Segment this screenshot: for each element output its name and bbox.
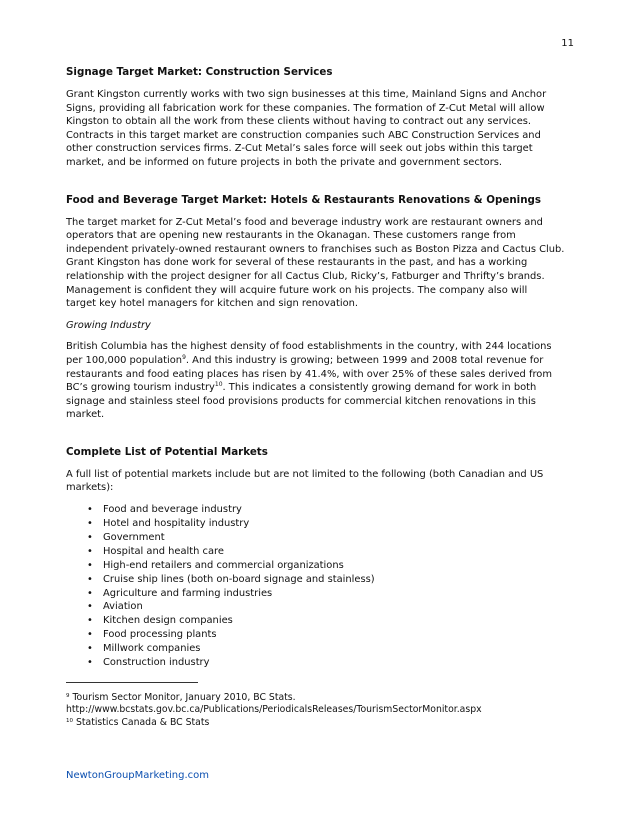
footer-website-link[interactable]: NewtonGroupMarketing.com [66, 770, 210, 781]
markets-intro [66, 468, 576, 495]
bullet: • [87, 559, 93, 571]
markets-list [66, 503, 576, 670]
list-item: • High-end retailers and commercial organizations [87, 559, 344, 571]
signage-heading: Signage Target Market: Construction Services [66, 66, 333, 78]
text-line: The target market for Z-Cut Metal’s food and beverage industry work are restaurant owners and [66, 216, 543, 228]
list-item: • Aviation [87, 601, 143, 613]
text-line: per 100,000 population$^9$. And this industry is growing; between 1999 and 2008 total revenue for [66, 353, 544, 366]
footnote-ref-9[interactable]: 9 [182, 353, 186, 361]
markets-heading: Complete List of Potential Markets [66, 445, 268, 458]
list-item: • Construction industry [87, 657, 210, 669]
list-item: • Food and beverage industry [87, 504, 242, 516]
text-line: Grant Kingston has done work for several of these restaurants in the past, and has a working [66, 257, 528, 269]
footnote-ref-10[interactable]: 10 [214, 381, 223, 389]
text-line: relationship with the project designer for all Cactus Club, Ricky’s, Fatburger and Thrifty’s brands. [66, 270, 545, 282]
text-line: Kingston to obtain all the work from these clients without having to contract out any services. [66, 116, 532, 128]
list-item: • Hotel and hospitality industry [87, 517, 250, 529]
list-item: • Food processing plants [87, 629, 217, 641]
growing-industry-paragraph [66, 340, 576, 422]
page-number: 11 [561, 38, 574, 49]
text-line: A full list of potential markets include but are not limited to the following (both Canadian and US [66, 468, 544, 480]
bullet: • [87, 517, 93, 529]
text-line: market. [66, 409, 105, 421]
bullet: • [87, 545, 93, 557]
bullet: • [87, 573, 93, 585]
text-line: signage and stainless steel food provisions products for commercial kitchen renovations in this [66, 395, 536, 407]
bullet: • [87, 601, 93, 613]
text-line: restaurants and food eating places has risen by 41.4%, with over 25% of these sales derived from [66, 368, 552, 380]
text-line: Contracts in this target market are construction companies such ABC Construction Services and [66, 129, 541, 141]
list-item: • Kitchen design companies [87, 615, 233, 627]
text-line: markets): [66, 482, 114, 494]
footnote-divider [66, 682, 198, 683]
text-line: Grant Kingston currently works with two sign businesses at this time, Mainland Signs and Anchor [66, 89, 547, 100]
text-line: British Columbia has the highest density of food establishments in the country, with 244 locations [66, 341, 552, 353]
text-line: operators that are opening new restaurants in the Okanagan. These customers range from [66, 230, 516, 242]
growing-industry-subheading: Growing Industry [66, 319, 151, 331]
bullet: • [87, 615, 93, 627]
footnote-9: $^9$ Tourism Sector Monitor, January 2010, BC Stats. [66, 691, 296, 703]
list-item: • Agriculture and farming industries [87, 587, 273, 599]
text-line: BC’s growing tourism industry$^{10}$. This indicates a consistently growing demand for work in both [66, 381, 537, 394]
page-content [66, 66, 576, 729]
text-line: target key hotel managers for kitchen and sign renovation. [66, 298, 359, 310]
food-heading: Food and Beverage Target Market: Hotels & Restaurants Renovations & Openings [66, 193, 542, 206]
bullet: • [87, 643, 93, 655]
list-item: • Government [87, 531, 165, 543]
footnote-10: $^{10}$ Statistics Canada & BC Stats [66, 716, 210, 728]
footnote-9-url[interactable]: http://www.bcstats.gov.bc.ca/Publications/PeriodicalsReleases/TourismSectorMonitor.aspx [66, 704, 482, 716]
text-line: other construction services firms. Z-Cut Metal’s sales force will seek out jobs within this target [66, 143, 533, 155]
bullet: • [87, 657, 93, 669]
text-line: market, and be informed on future projects in both the private and government sectors. [66, 156, 503, 168]
food-paragraph [66, 216, 576, 311]
list-item: • Millwork companies [87, 643, 201, 655]
bullet: • [87, 629, 93, 641]
text-line: independent privately-owned restaurant owners to franchises such as Boston Pizza and Cactus Club. [66, 243, 565, 255]
bullet: • [87, 504, 93, 516]
text-line: Management is confident they will acquire future work on his projects. The company also will [66, 284, 528, 296]
text-line: Signs, providing all fabrication work for these companies. The formation of Z-Cut Metal will allow [66, 102, 545, 114]
footnotes [66, 692, 576, 729]
signage-paragraph [66, 88, 576, 170]
bullet: • [87, 587, 93, 599]
bullet: • [87, 531, 93, 543]
list-item: • Hospital and health care [87, 545, 224, 557]
list-item: • Cruise ship lines (both on-board signage and stainless) [87, 573, 375, 585]
